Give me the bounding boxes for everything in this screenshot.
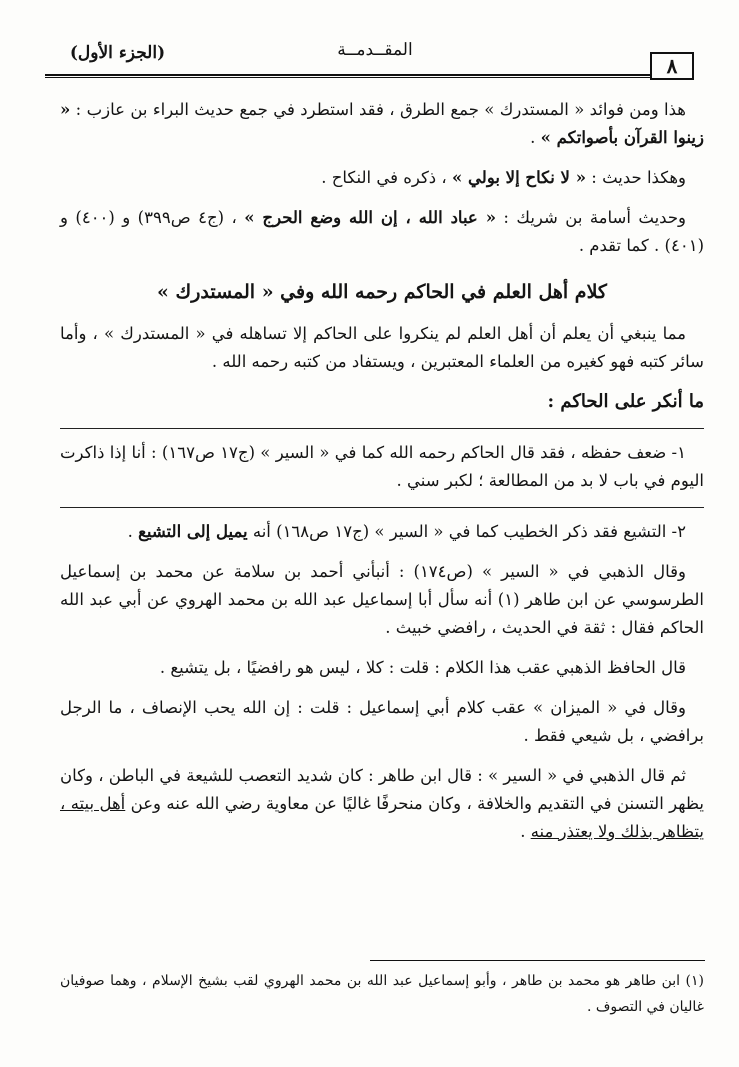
paragraph: وقال في « الميزان » عقب كلام أبي إسماعيل : قلت : إن الله يحب الإنصاف ، ما الرجل برافضي ، بل شيعي فقط .	[60, 698, 704, 745]
paragraph: ١- ضعف حفظه ، فقد قال الحاكم رحمه الله كما في « السير » (ج١٧ ص١٦٧) : أنا إذا ذاكرت اليوم في باب لا بد من المطالعة ؛ لكبر سني .	[60, 443, 704, 490]
paragraph	[60, 164, 704, 192]
header-rule-thin	[45, 77, 651, 78]
text-run: .	[127, 522, 139, 541]
footnote-rule	[370, 960, 705, 961]
paragraph	[60, 204, 704, 260]
text-run: ، (ج٤ ص٣٩٩) و (٤٠٠) و (٤٠١) . كما تقدم .	[60, 208, 704, 255]
hadith-quote: « زينوا القرآن بأصواتكم »	[60, 100, 704, 147]
volume-label: (الجزء الأول)	[69, 43, 166, 63]
page-number: ٨	[650, 52, 694, 80]
text-run: ثم قال الذهبي في « السير » : قال ابن طاهر : كان شديد التعصب للشيعة في الباطن ، وكان يظهر التسنن في التقديم والخلافة ، وكان منحرفًا غاليًا عن معاوية رضي الله عنه وعن	[60, 766, 704, 813]
divider	[60, 428, 704, 429]
subheading: ما أنكر على الحاكم :	[547, 391, 704, 412]
text-run: وحديث أسامة بن شريك :	[496, 208, 686, 227]
text-run: .	[530, 128, 541, 147]
emphasis: يميل إلى التشيع	[138, 522, 248, 541]
hadith-quote: « لا نكاح إلا بولي »	[451, 168, 587, 187]
page-body	[60, 96, 704, 858]
paragraph	[60, 96, 704, 152]
footnote: (١) ابن طاهر هو محمد بن طاهر ، وأبو إسماعيل عبد الله بن محمد الهروي لقب بشيخ الإسلام ، وهما صوفيان غاليان في التصوف .	[60, 973, 704, 1015]
paragraph	[60, 518, 704, 546]
paragraph: مما ينبغي أن يعلم أن أهل العلم لم ينكروا على الحاكم إلا تساهله في « المستدرك » ، وأما سائر كتبه فهو كغيره من العلماء المعتبرين ، ويستفاد من كتبه رحمه الله .	[60, 324, 704, 371]
text-run: .	[520, 822, 531, 841]
divider	[60, 507, 704, 508]
text-run: ٢- التشيع فقد ذكر الخطيب كما في « السير » (ج١٧ ص١٦٨) أنه	[247, 522, 686, 541]
paragraph: وقال الذهبي في « السير » (ص١٧٤) : أنبأني أحمد بن سلامة عن محمد بن إسماعيل الطرسوسي عن ابن طاهر (١) أنه سأل أبا إسماعيل عبد الله بن محمد الهروي عن أبي عبد الله الحاكم فقال : ثقة في الحديث ، رافضي خبيث .	[60, 562, 704, 637]
paragraph	[60, 762, 704, 846]
paragraph: قال الحافظ الذهبي عقب هذا الكلام : قلت : كلا ، ليس هو رافضيًا ، بل يتشيع .	[159, 658, 686, 677]
header-rule	[45, 74, 651, 76]
underlined-text: أهل بيته ، يتظاهر بذلك ولا يعتذر منه	[60, 794, 704, 841]
text-run: ، ذكره في النكاح .	[321, 168, 452, 187]
running-title: المقــدمــة	[337, 40, 413, 60]
hadith-quote: « عباد الله ، إن الله وضع الحرج »	[244, 208, 497, 227]
text-run: وهكذا حديث :	[586, 168, 686, 187]
section-heading: كلام أهل العلم في الحاكم رحمه الله وفي « المستدرك »	[157, 281, 607, 303]
text-run: هذا ومن فوائد « المستدرك » جمع الطرق ، فقد استطرد في جمع حديث البراء بن عازب :	[70, 100, 686, 119]
